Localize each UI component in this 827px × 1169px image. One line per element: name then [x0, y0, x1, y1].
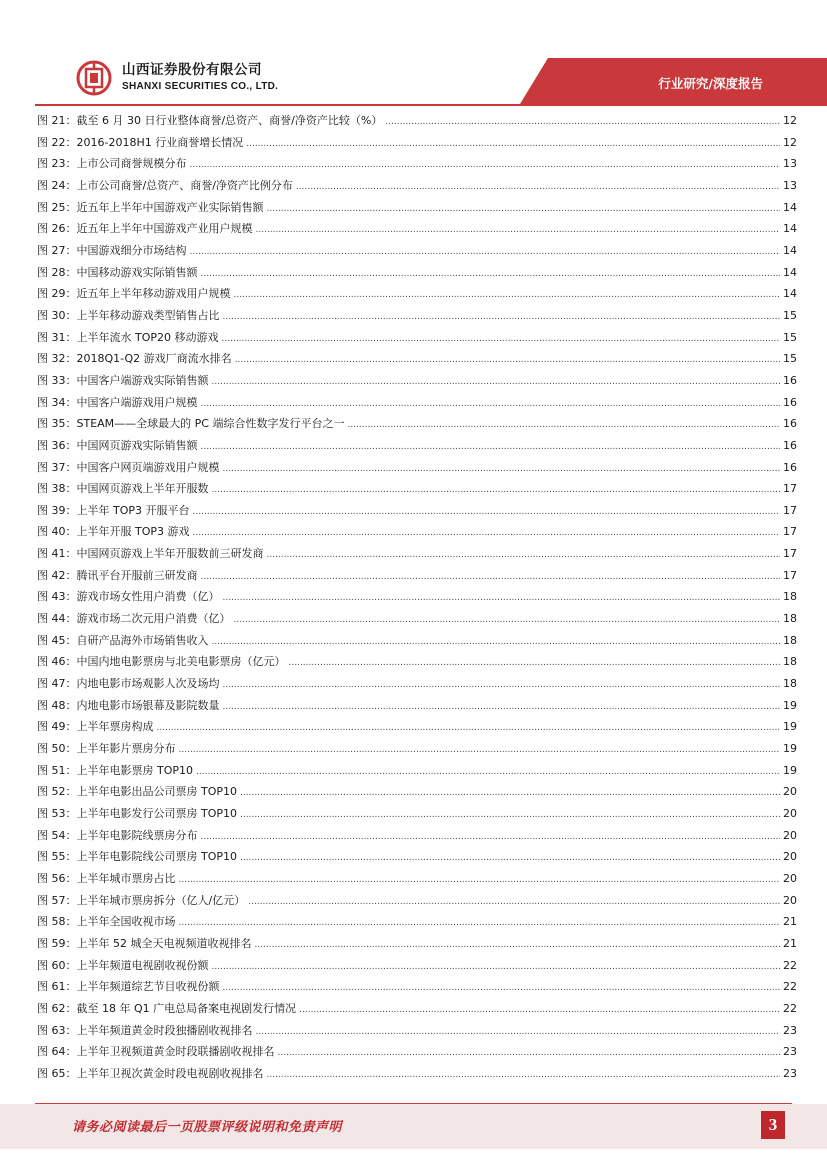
toc-figure-title: 腾讯平台开服前三研发商 [76, 568, 198, 582]
toc-page-number: 16 [783, 460, 797, 474]
toc-figure-title: 中国网页游戏上半年开服数 [76, 482, 209, 496]
toc-figure-number: 图 59： [37, 936, 77, 950]
company-name-cn: 山西证券股份有限公司 [122, 62, 262, 78]
toc-figure-title: 近五年上半年中国游戏产业实际销售额 [76, 200, 264, 214]
toc-figure-number: 图 34： [37, 395, 77, 409]
toc-figure-number: 图 35： [37, 417, 77, 431]
toc-entry[interactable] [37, 392, 797, 414]
toc-figure-number: 图 56： [37, 871, 77, 885]
toc-figure-title: 上市公司商誉/总资产、商誉/净资产比例分布 [76, 178, 293, 192]
toc-figure-title: 上半年城市票房占比 [76, 871, 176, 885]
toc-page-number: 21 [783, 915, 797, 929]
page-header [0, 0, 827, 105]
toc-figure-title: 上半年流水 TOP20 移动游戏 [76, 330, 219, 344]
toc-entry[interactable] [37, 305, 797, 327]
page-number: 3 [761, 1111, 785, 1139]
toc-page-number: 16 [783, 417, 797, 431]
toc-figure-title: 自研产品海外市场销售收入 [76, 633, 209, 647]
toc-page-number: 14 [783, 222, 797, 236]
toc-dot-leader [212, 957, 781, 979]
toc-figure-title: 上半年 TOP3 开服平台 [76, 503, 190, 517]
toc-figure-title: 上市公司商誉规模分布 [76, 157, 187, 171]
toc-dot-leader [193, 523, 780, 545]
toc-figure-number: 图 27： [37, 243, 77, 257]
toc-figure-number: 图 44： [37, 612, 77, 626]
toc-figure-title: 中国移动游戏实际销售额 [76, 265, 198, 279]
toc-figure-number: 图 61： [37, 980, 77, 994]
company-name [122, 62, 278, 93]
toc-dot-leader [222, 329, 780, 351]
toc-entry[interactable] [37, 998, 797, 1020]
toc-dot-leader [223, 978, 781, 1000]
toc-figure-number: 图 38： [37, 482, 77, 496]
toc-figure-number: 图 41： [37, 547, 77, 561]
toc-page-number: 17 [783, 503, 797, 517]
toc-dot-leader [299, 1000, 780, 1022]
toc-figure-number: 图 23： [37, 157, 77, 171]
toc-figure-number: 图 64： [37, 1045, 77, 1059]
toc-figure-title: 上半年卫视频道黄金时段联播剧收视排名 [76, 1045, 275, 1059]
toc-entry[interactable] [37, 955, 797, 977]
toc-dot-leader [201, 567, 781, 589]
toc-entry[interactable] [37, 110, 797, 132]
toc-page-number: 18 [783, 590, 797, 604]
toc-page-number: 19 [783, 742, 797, 756]
toc-entry[interactable] [37, 738, 797, 760]
toc-page-number: 16 [783, 395, 797, 409]
toc-dot-leader [196, 762, 780, 784]
toc-figure-number: 图 49： [37, 720, 77, 734]
toc-dot-leader [256, 220, 781, 242]
toc-page-number: 15 [783, 308, 797, 322]
toc-dot-leader [267, 545, 781, 567]
footer-disclaimer: 请务必阅读最后一页股票评级说明和免责声明 [72, 1120, 343, 1135]
toc-dot-leader [267, 199, 781, 221]
toc-dot-leader [256, 1022, 781, 1044]
toc-page-number: 21 [783, 936, 797, 950]
toc-dot-leader [246, 134, 780, 156]
toc-figure-number: 图 25： [37, 200, 77, 214]
toc-figure-title: 上半年电影院线公司票房 TOP10 [76, 850, 238, 864]
toc-figure-number: 图 36： [37, 438, 77, 452]
toc-figure-title: 上半年全国收视市场 [76, 915, 176, 929]
toc-figure-title: 中国客户端游戏实际销售额 [76, 373, 209, 387]
toc-entry[interactable] [37, 760, 797, 782]
toc-entry[interactable] [37, 348, 797, 370]
toc-figure-number: 图 22： [37, 135, 77, 149]
toc-figure-title: 上半年电影院线票房分布 [76, 828, 198, 842]
toc-figure-number: 图 31： [37, 330, 77, 344]
toc-entry[interactable] [37, 911, 797, 933]
toc-dot-leader [347, 415, 780, 437]
toc-page-number: 20 [783, 828, 797, 842]
toc-figure-title: 上半年频道电视剧收视份额 [76, 958, 209, 972]
toc-entry[interactable] [37, 327, 797, 349]
toc-dot-leader [212, 480, 781, 502]
toc-figure-title: 2016-2018H1 行业商誉增长情况 [76, 135, 244, 149]
toc-page-number: 13 [783, 178, 797, 192]
toc-dot-leader [201, 437, 781, 459]
toc-entry[interactable] [37, 933, 797, 955]
toc-figure-number: 图 52： [37, 785, 77, 799]
toc-dot-leader [267, 1065, 781, 1087]
toc-entry[interactable] [37, 825, 797, 847]
toc-dot-leader [296, 177, 780, 199]
company-name-en: SHANXI SECURITIES CO., LTD. [122, 81, 279, 92]
toc-figure-number: 图 51： [37, 763, 77, 777]
toc-page-number: 18 [783, 655, 797, 669]
toc-dot-leader [223, 307, 781, 329]
toc-figure-title: 上半年移动游戏类型销售占比 [76, 308, 220, 322]
toc-dot-leader [223, 697, 781, 719]
toc-figure-number: 图 24： [37, 178, 77, 192]
toc-page-number: 18 [783, 612, 797, 626]
toc-entry[interactable] [37, 673, 797, 695]
toc-page-number: 22 [783, 980, 797, 994]
toc-figure-number: 图 63： [37, 1023, 77, 1037]
toc-figure-title: 中国网页游戏上半年开服数前三研发商 [76, 547, 264, 561]
toc-dot-leader [223, 675, 781, 697]
toc-page-number: 17 [783, 568, 797, 582]
toc-figure-title: 中国游戏细分市场结构 [76, 243, 187, 257]
toc-entry[interactable] [37, 781, 797, 803]
toc-figure-number: 图 46： [37, 655, 77, 669]
toc-figure-number: 图 65： [37, 1066, 77, 1080]
toc-figure-title: 中国客户端游戏用户规模 [76, 395, 198, 409]
toc-figure-title: 上半年电影票房 TOP10 [76, 763, 194, 777]
toc-page-number: 20 [783, 850, 797, 864]
toc-figure-title: 截至 18 年 Q1 广电总局备案电视剧发行情况 [76, 1001, 297, 1015]
toc-figure-number: 图 40： [37, 525, 77, 539]
toc-page-number: 19 [783, 698, 797, 712]
toc-figure-number: 图 32： [37, 352, 77, 366]
toc-entry[interactable] [37, 543, 797, 565]
toc-figure-number: 图 50： [37, 742, 77, 756]
toc-figure-title: 上半年 52 城全天电视频道收视排名 [76, 936, 252, 950]
toc-figure-number: 图 37： [37, 460, 77, 474]
toc-entry[interactable] [37, 132, 797, 154]
toc-figure-number: 图 26： [37, 222, 77, 236]
toc-entry[interactable] [37, 240, 797, 262]
toc-dot-leader [234, 285, 781, 307]
toc-page-number: 14 [783, 265, 797, 279]
toc-figure-title: 上半年频道综艺节目收视份额 [76, 980, 220, 994]
toc-figure-number: 图 39： [37, 503, 77, 517]
toc-entry[interactable] [37, 868, 797, 890]
toc-entry[interactable] [37, 890, 797, 912]
toc-entry[interactable] [37, 370, 797, 392]
toc-figure-number: 图 53： [37, 807, 77, 820]
toc-page-number: 13 [783, 157, 797, 171]
toc-figure-title: 游戏市场女性用户消费（亿） [76, 590, 220, 604]
toc-page-number: 12 [783, 114, 797, 127]
toc-page-number: 14 [783, 200, 797, 214]
toc-entry[interactable] [37, 500, 797, 522]
toc-entry[interactable] [37, 608, 797, 630]
toc-figure-number: 图 48： [37, 698, 77, 712]
toc-entry[interactable] [37, 153, 797, 175]
toc-figure-title: 中国内地电影票房与北美电影票房（亿元） [76, 655, 286, 669]
toc-entry[interactable] [37, 521, 797, 543]
toc-entry[interactable] [37, 803, 797, 825]
toc-figure-title: 上半年城市票房拆分（亿人/亿元） [76, 893, 246, 907]
toc-entry[interactable] [37, 262, 797, 284]
toc-entry[interactable] [37, 716, 797, 738]
toc-page-number: 23 [783, 1023, 797, 1037]
toc-dot-leader [201, 827, 781, 849]
toc-dot-leader [157, 718, 781, 740]
toc-page-number: 23 [783, 1045, 797, 1059]
header-divider [35, 104, 827, 106]
toc-figure-number: 图 30： [37, 308, 77, 322]
toc-entry[interactable] [37, 175, 797, 197]
toc-page-number: 14 [783, 287, 797, 301]
toc-dot-leader [190, 155, 781, 177]
toc-figure-number: 图 47： [37, 677, 77, 691]
toc-figure-title: 上半年电影发行公司票房 TOP10 [76, 807, 238, 820]
toc-entry[interactable] [37, 435, 797, 457]
toc-figure-number: 图 54： [37, 828, 77, 842]
toc-page-number: 20 [783, 807, 797, 820]
toc-entry[interactable] [37, 413, 797, 435]
toc-dot-leader [179, 740, 781, 762]
toc-page-number: 14 [783, 243, 797, 257]
toc-figure-title: 内地电影市场银幕及影院数量 [76, 698, 220, 712]
toc-dot-leader [235, 350, 780, 372]
toc-figure-number: 图 42： [37, 568, 77, 582]
toc-figure-title: 中国客户网页端游戏用户规模 [76, 460, 220, 474]
toc-entry[interactable] [37, 457, 797, 479]
toc-dot-leader [385, 112, 780, 134]
toc-figure-number: 图 58： [37, 915, 77, 929]
toc-dot-leader [179, 870, 781, 892]
toc-dot-leader [255, 935, 781, 957]
toc-page-number: 15 [783, 330, 797, 344]
toc-page-number: 12 [783, 135, 797, 149]
toc-entry[interactable] [37, 565, 797, 587]
toc-figure-title: 上半年频道黄金时段独播剧收视排名 [76, 1023, 253, 1037]
toc-figure-number: 图 21： [37, 114, 77, 127]
toc-page-number: 16 [783, 438, 797, 452]
toc-figure-title: 上半年开服 TOP3 游戏 [76, 525, 190, 539]
toc-page-number: 20 [783, 785, 797, 799]
toc-figure-number: 图 62： [37, 1001, 77, 1015]
toc-dot-leader [240, 783, 780, 805]
toc-figure-title: 上半年电影出品公司票房 TOP10 [76, 785, 238, 799]
toc-page-number: 17 [783, 547, 797, 561]
toc-dot-leader [240, 805, 780, 827]
toc-page-number: 18 [783, 633, 797, 647]
toc-figure-number: 图 45： [37, 633, 77, 647]
toc-dot-leader [223, 588, 781, 610]
toc-page-number: 19 [783, 720, 797, 734]
toc-figure-number: 图 57： [37, 893, 77, 907]
toc-figure-title: 截至 6 月 30 日行业整体商誉/总资产、商誉/净资产比较（%） [76, 114, 383, 127]
toc-page-number: 20 [783, 893, 797, 907]
toc-entry[interactable] [37, 586, 797, 608]
toc-dot-leader [201, 394, 781, 416]
toc-figure-title: 游戏市场二次元用户消费（亿） [76, 612, 231, 626]
toc-figure-title: 近五年上半年中国游戏产业用户规模 [76, 222, 253, 236]
toc-page-number: 19 [783, 763, 797, 777]
toc-figure-number: 图 29： [37, 287, 77, 301]
toc-entry[interactable] [37, 1020, 797, 1042]
toc-dot-leader [248, 892, 780, 914]
toc-dot-leader [212, 372, 781, 394]
toc-figure-number: 图 28： [37, 265, 77, 279]
toc-figure-title: 中国网页游戏实际销售额 [76, 438, 198, 452]
toc-entry[interactable] [37, 283, 797, 305]
toc-figure-title: 上半年卫视次黄金时段电视剧收视排名 [76, 1066, 264, 1080]
toc-figure-number: 图 55： [37, 850, 77, 864]
toc-entry[interactable] [37, 846, 797, 868]
toc-figure-title: 近五年上半年移动游戏用户规模 [76, 287, 231, 301]
toc-page-number: 23 [783, 1066, 797, 1080]
toc-figure-title: STEAM——全球最大的 PC 端综合性数字发行平台之一 [76, 417, 345, 431]
toc-entry[interactable] [37, 651, 797, 673]
company-logo-icon [76, 60, 112, 96]
toc-entry[interactable] [37, 1041, 797, 1063]
toc-dot-leader [234, 610, 781, 632]
toc-page-number: 17 [783, 525, 797, 539]
toc-entry[interactable] [37, 1063, 797, 1085]
toc-page-number: 22 [783, 1001, 797, 1015]
toc-figure-title: 2018Q1-Q2 游戏厂商流水排名 [76, 352, 232, 366]
toc-dot-leader [190, 242, 781, 264]
report-type-tag: 行业研究/深度报告 [658, 76, 763, 91]
toc-entry[interactable] [37, 630, 797, 652]
toc-page-number: 16 [783, 373, 797, 387]
toc-dot-leader [289, 653, 781, 675]
toc-figure-number: 图 60： [37, 958, 77, 972]
toc-page-number: 15 [783, 352, 797, 366]
toc-dot-leader [193, 502, 780, 524]
toc-dot-leader [179, 913, 781, 935]
toc-entry[interactable] [37, 218, 797, 240]
toc-dot-leader [240, 848, 780, 870]
toc-entry[interactable] [37, 976, 797, 998]
toc-figure-title: 上半年影片票房分布 [76, 742, 176, 756]
toc-dot-leader [223, 459, 781, 481]
toc-entry[interactable] [37, 197, 797, 219]
toc-dot-leader [201, 264, 781, 286]
toc-figure-number: 图 43： [37, 590, 77, 604]
figure-list [37, 110, 797, 1085]
toc-page-number: 20 [783, 871, 797, 885]
toc-figure-title: 上半年票房构成 [76, 720, 154, 734]
toc-page-number: 22 [783, 958, 797, 972]
toc-entry[interactable] [37, 478, 797, 500]
toc-page-number: 18 [783, 677, 797, 691]
toc-page-number: 17 [783, 482, 797, 496]
toc-dot-leader [212, 632, 781, 654]
toc-figure-number: 图 33： [37, 373, 77, 387]
toc-entry[interactable] [37, 695, 797, 717]
toc-dot-leader [278, 1043, 781, 1065]
toc-figure-title: 内地电影市场观影人次及场均 [76, 677, 220, 691]
